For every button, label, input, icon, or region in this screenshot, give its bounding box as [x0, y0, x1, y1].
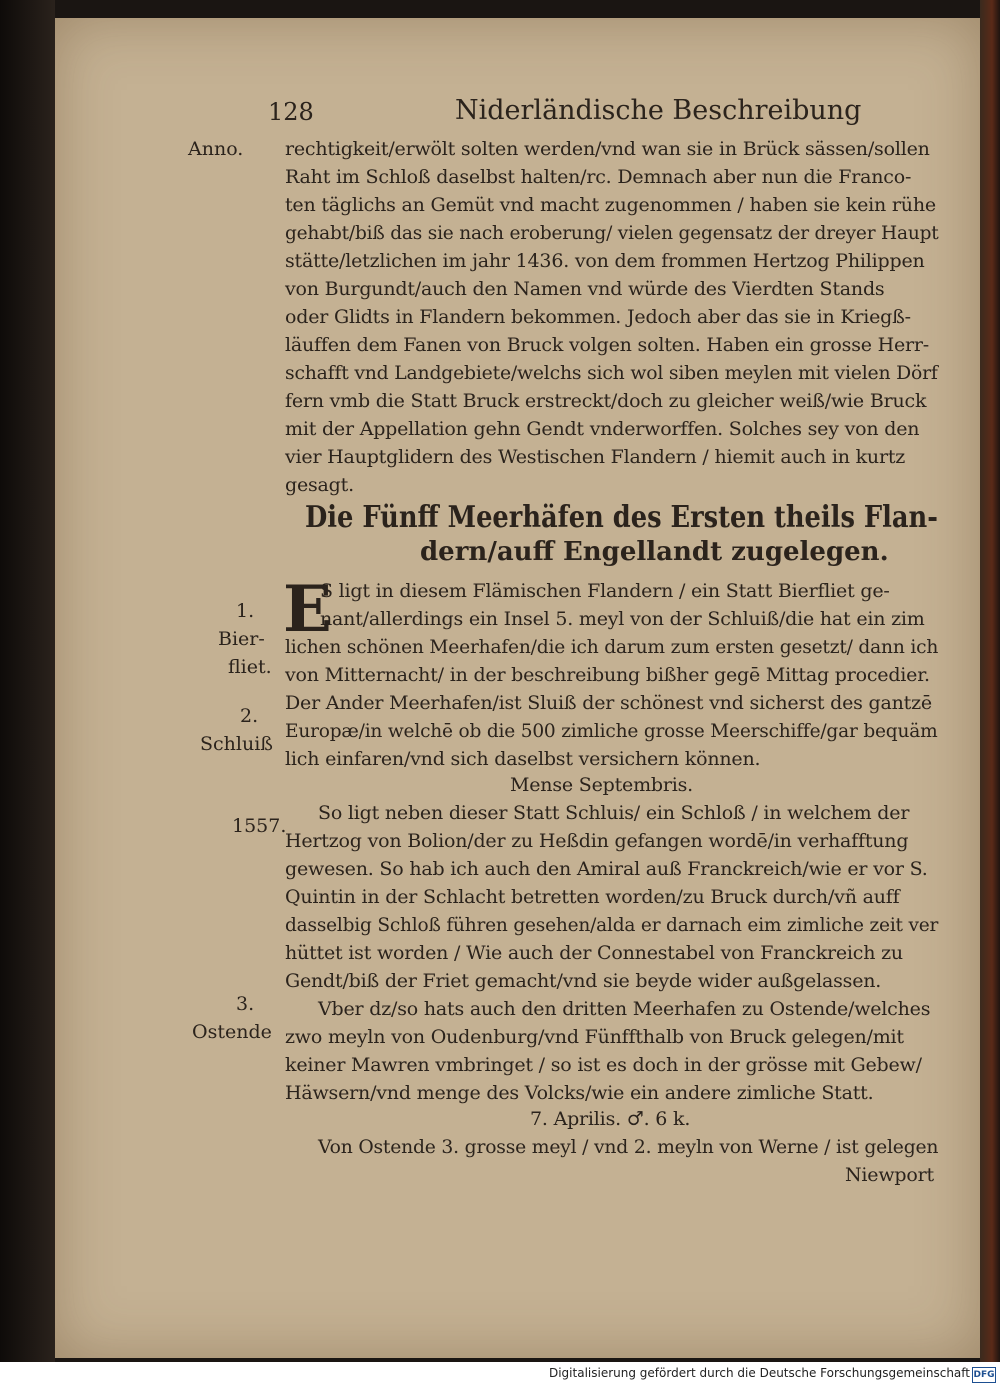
catchword: Niewport [845, 1164, 934, 1186]
text-line: keiner Mawren vmbringet / so ist es doch in der grösse mit Gebew/ [285, 1054, 922, 1076]
text-line: schafft vnd Landgebiete/welchs sich wol siben meylen mit vielen Dörf [285, 362, 938, 384]
section-heading-line-2: dern/auff Engellandt zugelegen. [420, 537, 889, 567]
page-number: 128 [268, 98, 314, 126]
text-line: Häwsern/vnd menge des Volcks/wie ein andere zimliche Statt. [285, 1082, 874, 1104]
dfg-logo: DFG [972, 1367, 996, 1383]
margin-bierfliet-2: fliet. [228, 656, 272, 678]
text-line: hüttet ist worden / Wie auch der Connestabel von Franckreich zu [285, 942, 903, 964]
text-line: zwo meyln von Oudenburg/vnd Fünffthalb von Bruck gelegen/mit [285, 1026, 904, 1048]
text-line: gehabt/biß das sie nach eroberung/ vielen gegensatz der dreyer Haupt [285, 222, 939, 244]
text-line: Raht im Schloß daselbst halten/rc. Demnach aber nun die Franco- [285, 166, 912, 188]
text-line: So ligt neben dieser Statt Schluis/ ein Schloß / in welchem der [318, 802, 910, 824]
drop-cap: E [283, 572, 332, 647]
text-line: Von Ostende 3. grosse meyl / vnd 2. meyln von Werne / ist gelegen [318, 1136, 939, 1158]
margin-bierfliet-1: Bier- [218, 628, 265, 650]
text-line: lich einfaren/vnd sich daselbst versichern können. [285, 748, 761, 770]
date-heading: 7. Aprilis. ♂. 6 k. [530, 1108, 691, 1130]
dfg-credit: Digitalisierung gefördert durch die Deutsche Forschungsgemeinschaft [548, 1366, 970, 1380]
margin-anno: Anno. [188, 138, 244, 160]
text-line: mit der Appellation gehn Gendt vnderworffen. Solches sey von den [285, 418, 920, 440]
text-line: S ligt in diesem Flämischen Flandern / ein Statt Bierfliet ge- [320, 580, 890, 602]
text-line: lichen schönen Meerhafen/die ich darum zum ersten gesetzt/ dann ich [285, 636, 939, 658]
text-line: von Mitternacht/ in der beschreibung bißher gegē Mittag procedier. [285, 664, 930, 686]
text-line: vier Hauptglidern des Westischen Flandern / hiemit auch in kurtz [285, 446, 906, 468]
margin-ostende: Ostende [192, 1021, 272, 1043]
section-heading-line-1: Die Fünff Meerhäfen des Ersten theils Flan- [305, 500, 938, 535]
text-line: Quintin in der Schlacht betretten worden/zu Bruck durch/vñ auff [285, 886, 900, 908]
text-line: Vber dz/so hats auch den dritten Meerhafen zu Ostende/welches [318, 998, 931, 1020]
text-line: ten täglichs an Gemüt vnd macht zugenommen / haben sie kein rühe [285, 194, 936, 216]
text-line: Der Ander Meerhafen/ist Sluiß der schönest vnd sicherst des gantzē [285, 692, 932, 714]
book-spine [0, 0, 55, 1362]
text-line: läuffen dem Fanen von Bruck volgen solten. Haben ein grosse Herr- [285, 334, 930, 356]
date-heading: Mense Septembris. [510, 774, 694, 796]
text-line: gewesen. So hab ich auch den Amiral auß Franckreich/wie er vor S. [285, 858, 928, 880]
text-line: fern vmb die Statt Bruck erstreckt/doch zu gleicher weiß/wie Bruck [285, 390, 927, 412]
text-line: Gendt/biß der Friet gemacht/vnd sie beyde wider außgelassen. [285, 970, 882, 992]
margin-num-3: 3. [236, 993, 255, 1015]
margin-year: 1557. [232, 815, 287, 837]
text-line: von Burgundt/auch den Namen vnd würde des Vierdten Stands [285, 278, 885, 300]
text-line: Hertzog von Bolion/der zu Heßdin gefangen wordē/in verhafftung [285, 830, 909, 852]
margin-num-1: 1. [236, 600, 255, 622]
running-title: Niderländische Beschreibung [455, 95, 862, 126]
margin-schluiss: Schluiß [200, 733, 273, 755]
text-line: Europæ/in welchē ob die 500 zimliche grosse Meerschiffe/gar bequäm [285, 720, 938, 742]
book-edge [980, 0, 1000, 1362]
footer-bar [0, 1362, 1000, 1387]
margin-num-2: 2. [240, 705, 259, 727]
text-line: dasselbig Schloß führen gesehen/alda er darnach eim zimliche zeit ver [285, 914, 939, 936]
text-line: stätte/letzlichen im jahr 1436. von dem frommen Hertzog Philippen [285, 250, 925, 272]
text-line: nant/allerdings ein Insel 5. meyl von der Schluiß/die hat ein zim [320, 608, 925, 630]
text-line: gesagt. [285, 474, 354, 496]
text-line: rechtigkeit/erwölt solten werden/vnd wan sie in Brück sässen/sollen [285, 138, 930, 160]
text-line: oder Glidts in Flandern bekommen. Jedoch aber das sie in Kriegß- [285, 306, 911, 328]
